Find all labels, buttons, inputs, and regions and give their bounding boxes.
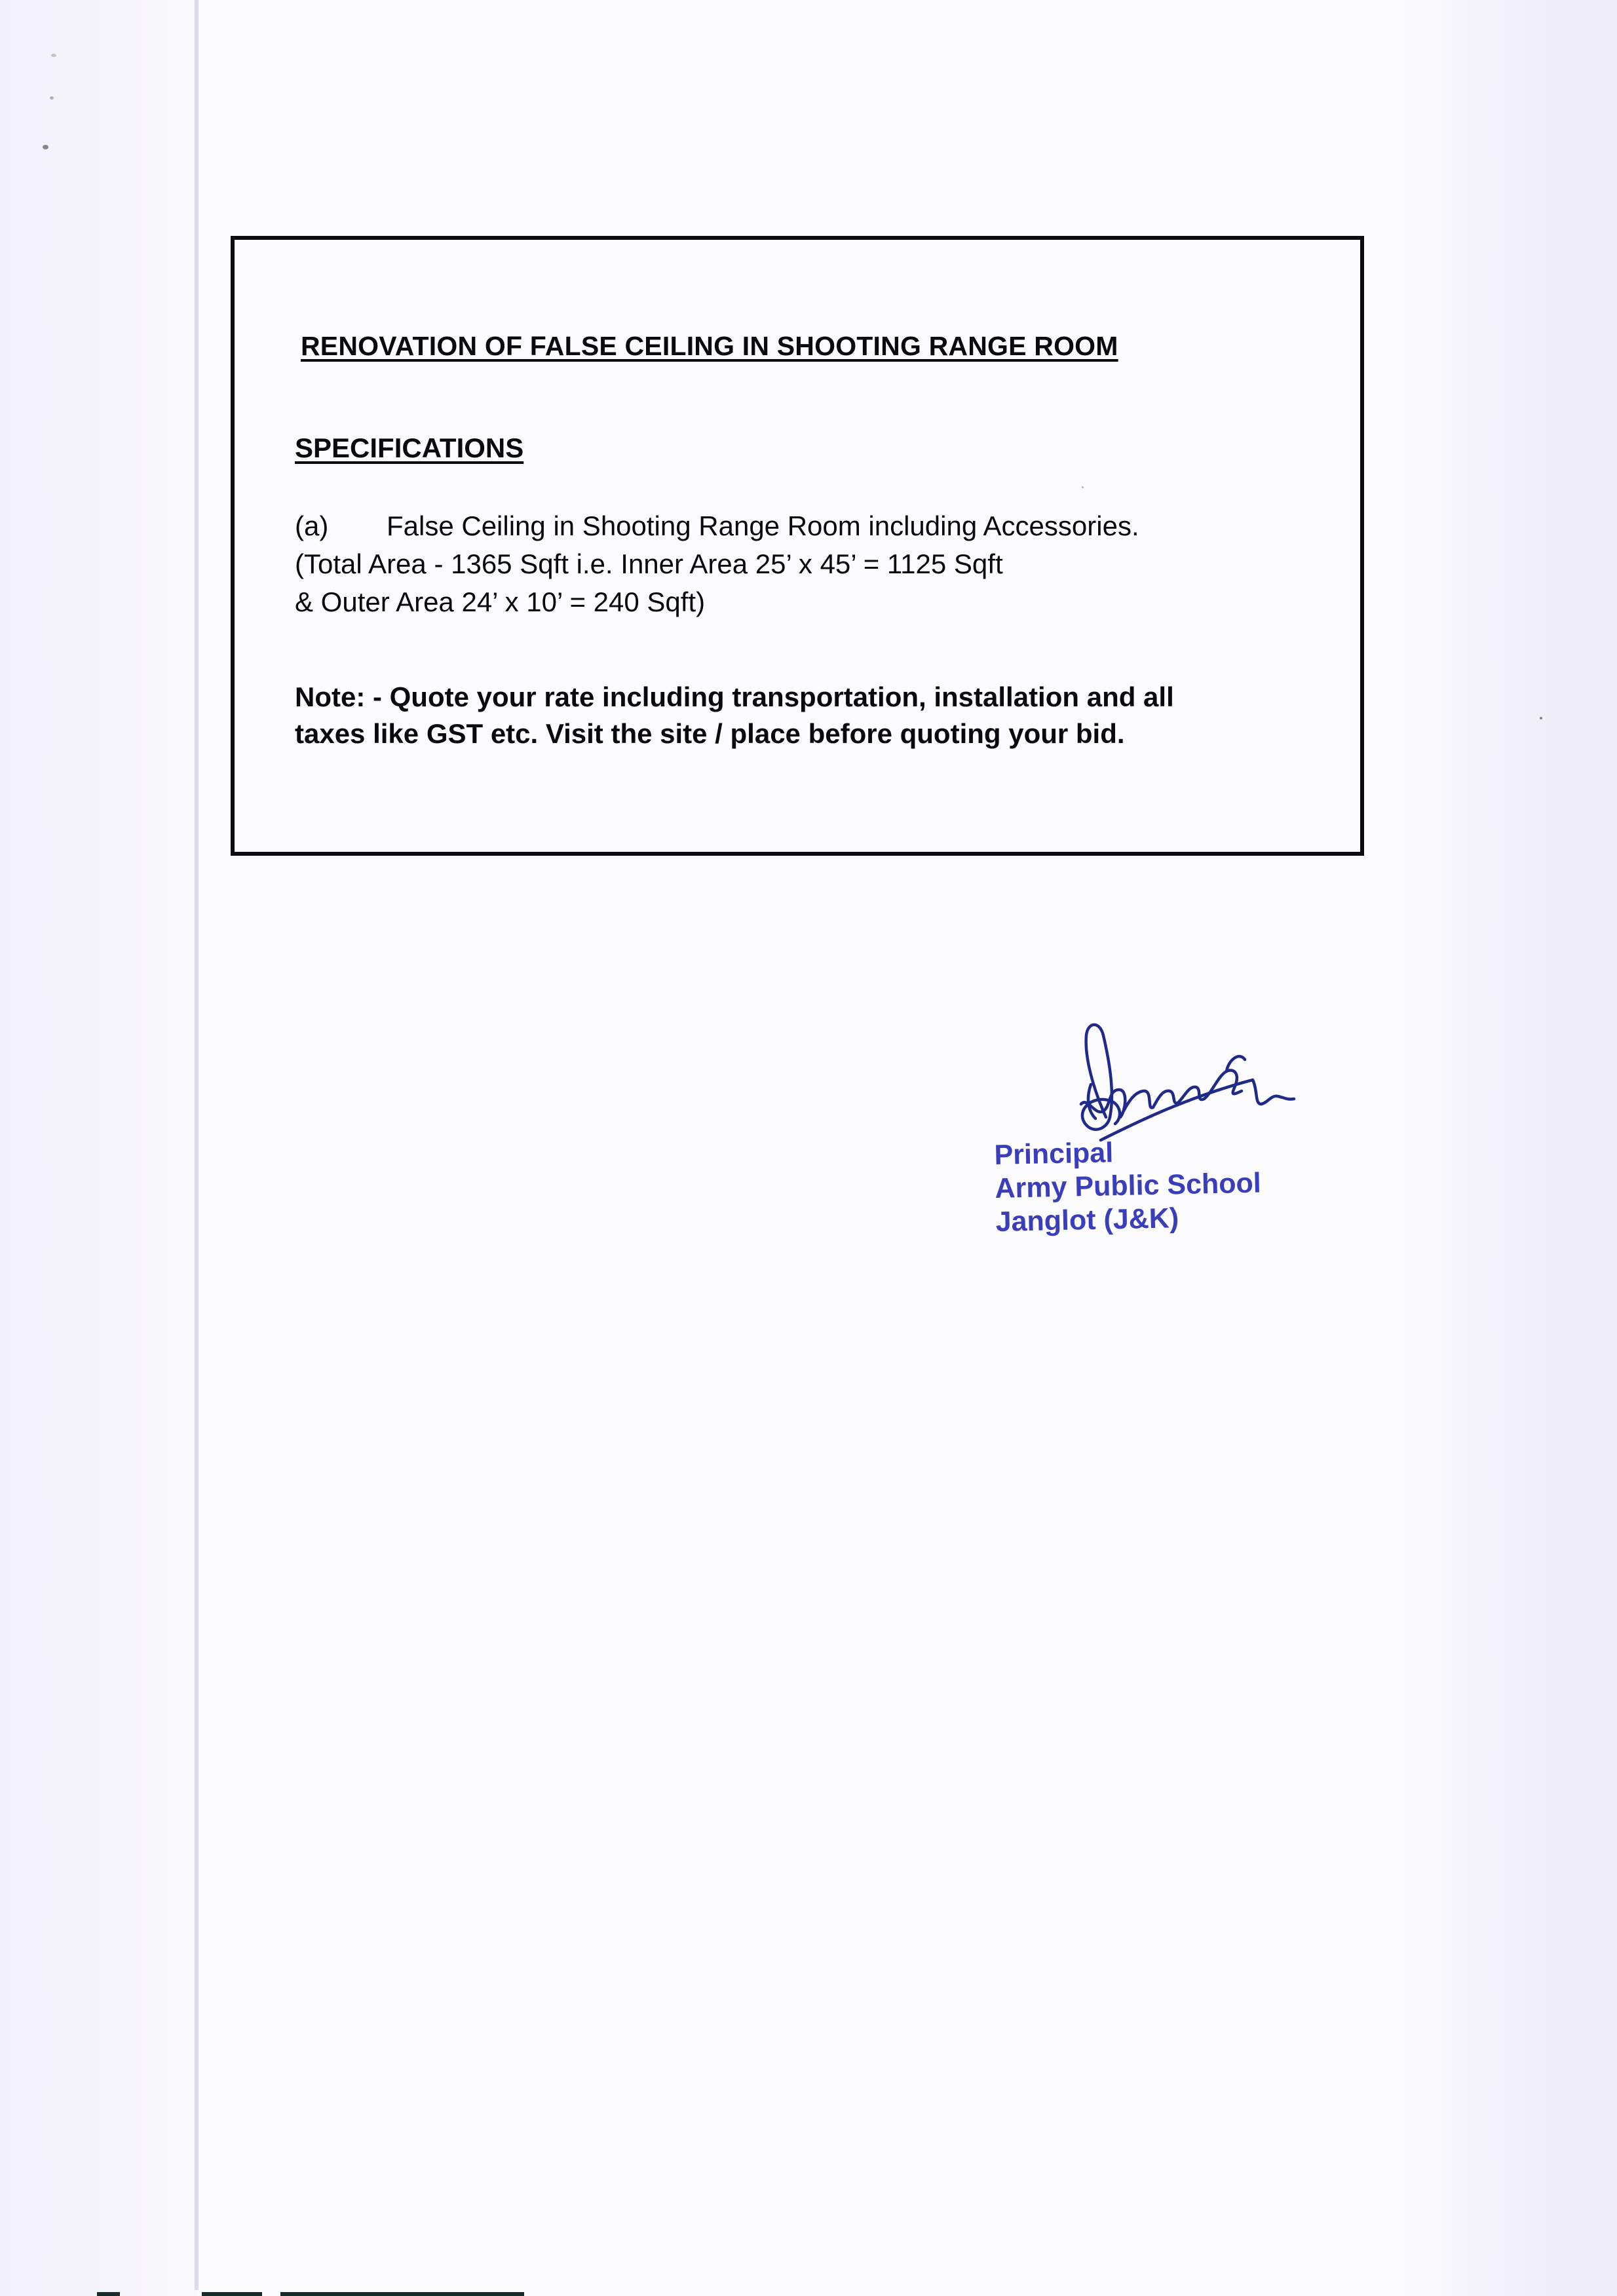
spec-item-line [295,507,1139,545]
principal-stamp [994,1133,1262,1238]
document-title: RENOVATION OF FALSE CEILING IN SHOOTING RANGE ROOM [301,331,1118,361]
item-text: False Ceiling in Shooting Range Room including Accessories. [387,510,1139,541]
note-line-1: Note: - Quote your rate including transportation, installation and all [295,681,1174,712]
scan-speck [1540,717,1542,719]
stamp-title: Principal [994,1137,1114,1171]
scan-speck [43,145,48,149]
stamp-location: Janglot (J&K) [995,1202,1179,1238]
signature-block [983,1019,1323,1255]
signature-stroke [1082,1025,1120,1130]
scan-shadow-right [1401,0,1617,2296]
scan-edge-bar [280,2292,524,2296]
note [295,679,1174,752]
handwritten-signature [1055,1019,1297,1143]
scan-speck [51,54,56,57]
scan-edge-bar [97,2292,120,2296]
area-line-2: & Outer Area 24’ x 10’ = 240 Sqft) [295,586,706,617]
specifications-heading: SPECIFICATIONS [295,432,524,463]
stamp-school: Army Public School [995,1167,1262,1204]
scan-speck [50,96,54,100]
scan-shadow-left [0,0,197,2296]
item-label: (a) [295,510,329,541]
paper-fold-line [195,0,199,2290]
scan-edge-bar [202,2292,262,2296]
specification-item [295,507,1139,621]
note-line-2: taxes like GST etc. Visit the site / place before quoting your bid. [295,718,1125,749]
area-line-1: (Total Area - 1365 Sqft i.e. Inner Area 25’ x 45’ = 1125 Sqft [295,548,1003,579]
